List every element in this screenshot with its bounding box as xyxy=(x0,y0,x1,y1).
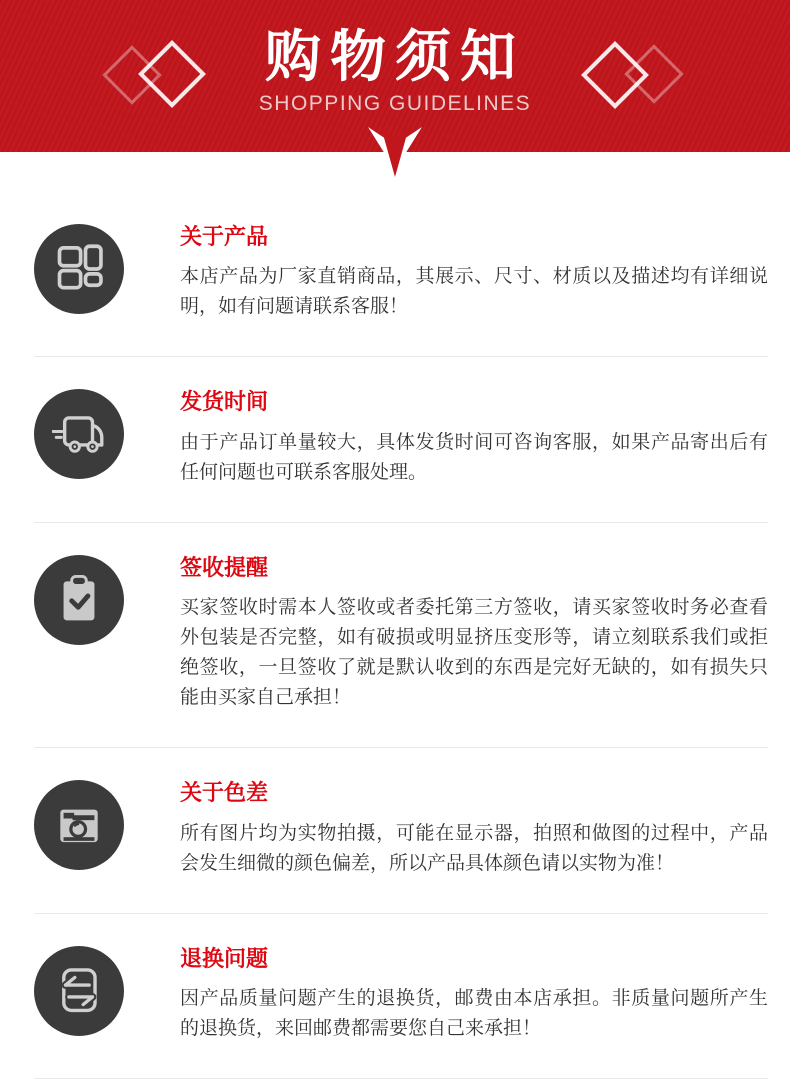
guideline-section xyxy=(34,748,768,913)
guideline-section xyxy=(34,357,768,522)
guideline-sections xyxy=(0,152,790,1079)
section-body-text: 本店产品为厂家直销商品，其展示、尺寸、材质以及描述均有详细说明，如有问题请联系客服！ xyxy=(180,266,768,318)
guideline-section xyxy=(34,914,768,1079)
section-icon-circle xyxy=(34,946,124,1036)
section-title: 发货时间 xyxy=(180,389,269,415)
section-body-text: 由于产品订单量较大，具体发货时间可咨询客服，如果产品寄出后有任何问题也可联系客服处理。 xyxy=(180,431,768,483)
page-subtitle: SHOPPING GUIDELINES xyxy=(258,91,532,115)
header-banner xyxy=(0,0,790,152)
truck-icon xyxy=(52,407,106,461)
section-title: 关于产品 xyxy=(180,224,269,249)
diamond-decoration-left-large xyxy=(138,40,206,108)
diamond-decoration-right-small xyxy=(624,44,683,103)
section-body-text: 所有图片均为实物拍摄，可能在显示器，拍照和做图的过程中，产品会发生细微的颜色偏差，所以产品具体颜色请以实物为准！ xyxy=(180,822,768,874)
page-title: 购物须知 xyxy=(265,25,525,88)
section-icon-circle xyxy=(34,389,124,479)
section-icon-circle xyxy=(34,780,124,870)
section-title: 签收提醒 xyxy=(180,554,269,580)
section-title: 退换问题 xyxy=(180,945,269,971)
clipboard-check-icon xyxy=(53,574,105,626)
section-icon-circle xyxy=(34,224,124,314)
grid-icon xyxy=(53,243,105,295)
exchange-icon xyxy=(52,964,106,1018)
section-title: 关于色差 xyxy=(180,780,269,806)
section-body-text: 买家签收时需本人签收或者委托第三方签收，请买家签收时务必查看外包装是否完整，如有破损或明显挤压变形等，请立刻联系我们或拒绝签收，一旦签收了就是默认收到的东西是完好无缺的，如有损失只能由买家自己承担！ xyxy=(180,597,768,709)
section-icon-circle xyxy=(34,555,124,645)
section-body-text: 因产品质量问题产生的退换货，邮费由本店承担。非质量问题所产生的退换货，来回邮费都需要您自己来承担！ xyxy=(180,987,768,1039)
guideline-section xyxy=(34,192,768,357)
guideline-section xyxy=(34,523,768,748)
camera-icon xyxy=(53,799,105,851)
